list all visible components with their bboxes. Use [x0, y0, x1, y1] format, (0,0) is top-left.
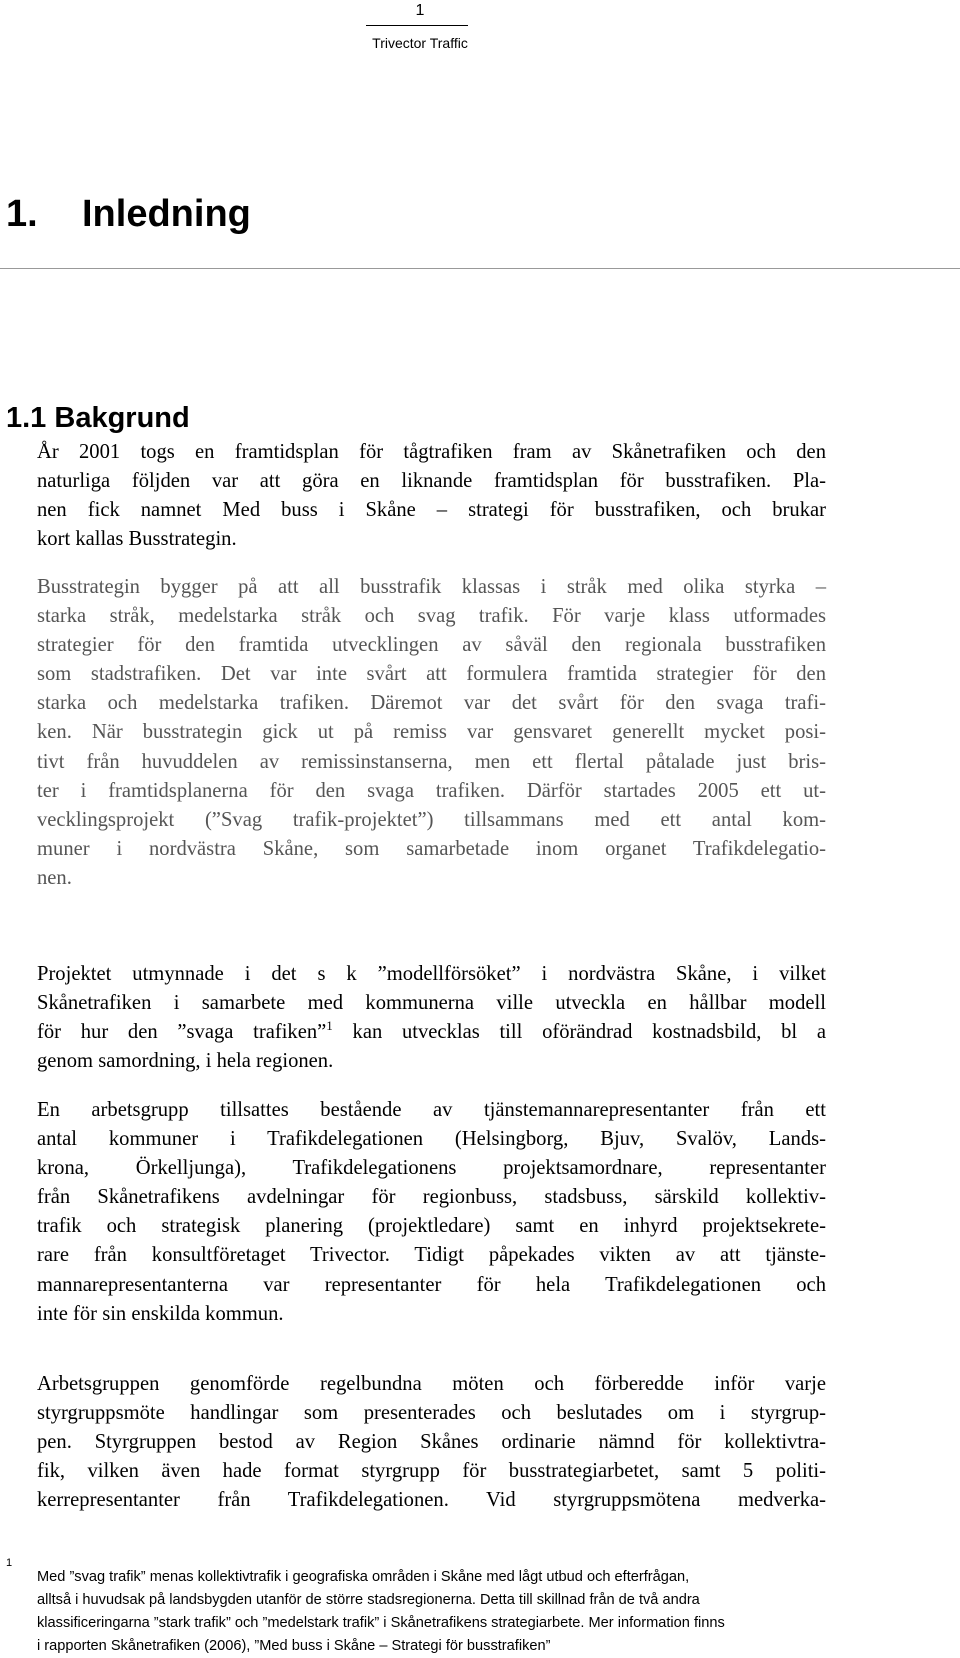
text-line: Skånetrafiken i samarbete med kommunerna ville utveckla en hållbar modell [37, 992, 826, 1015]
text-line: nen. [37, 866, 72, 889]
text-line: styrgruppsmöte handlingar som presenterades och beslutades om i styrgrup- [37, 1402, 826, 1425]
text-line: strategier för den framtida utvecklingen av såväl den regionala busstrafiken [37, 634, 826, 657]
text-line: fik, vilken även hade format styrgrupp för busstrategiarbetet, samt 5 politi- [37, 1460, 826, 1483]
footnote-line: klassificeringarna ”stark trafik” och ”medelstark trafik” i Skånetrafikens strategiarbete. Mer information finns [37, 1615, 725, 1631]
text-line: rare från konsultföretaget Trivector. Tidigt påpekades vikten av att tjänste- [37, 1244, 826, 1267]
footnote-mark: 1 [6, 1557, 13, 1569]
text-fragment: kan utvecklas till oförändrad kostnadsbild, bl a [332, 1021, 826, 1044]
text-line: ter i framtidsplanerna för den svaga trafiken. Därför startades 2005 ett ut- [37, 779, 826, 802]
paragraph-5 [37, 1370, 826, 1515]
chapter-title [6, 191, 251, 237]
text-line: Arbetsgruppen genomförde regelbundna möten och förberedde inför varje [37, 1373, 826, 1395]
text-fragment: för hur den ”svaga trafiken” [37, 1021, 327, 1044]
text-line: pen. Styrgruppen bestod av Region Skånes ordinarie nämnd för kollektivtra- [37, 1431, 826, 1454]
chapter-number: 1. [6, 193, 38, 235]
header-title: Trivector Traffic [372, 35, 468, 51]
footnote [37, 1566, 826, 1658]
paragraph-4 [37, 1096, 826, 1329]
text-line: kort kallas Busstrategin. [37, 528, 237, 551]
text-line: mannarepresentanterna var representanter för hela Trafikdelegationen och [37, 1273, 826, 1296]
paragraph-1 [37, 438, 826, 554]
text-line: som stadstrafiken. Det var inte svårt att formulera framtida strategier för den [37, 663, 826, 686]
chapter-title-text: Inledning [82, 193, 251, 235]
text-line: nen fick namnet Med buss i Skåne – strategi för busstrafiken, och brukar [37, 499, 826, 522]
text-line: tivt från huvuddelen av remissinstanserna, men ett flertal påtalade just bris- [37, 750, 826, 773]
text-line: Projektet utmynnade i det s k ”modellförsöket” i nordvästra Skåne, i vilket [37, 963, 826, 985]
text-line: genom samordning, i hela regionen. [37, 1050, 334, 1073]
text-line: muner i nordvästra Skåne, som samarbetade inom organet Trafikdelegatio- [37, 837, 826, 860]
page-number: 1 [415, 2, 425, 19]
footnote-line: i rapporten Skånetrafiken (2006), ”Med buss i Skåne – Strategi för busstrafiken” [37, 1638, 551, 1654]
footnote-reference[interactable]: 1 [326, 1018, 333, 1034]
text-line: antal kommuner i Trafikdelegationen (Helsingborg, Bjuv, Svalöv, Lands- [37, 1128, 826, 1151]
footnote-line: Med ”svag trafik” menas kollektivtrafik i geografiska områden i Skåne med lågt utbud och efterfrågan, [37, 1569, 690, 1585]
text-line: starka och medelstarka trafiken. Däremot var det svårt för den svaga trafi- [37, 692, 826, 715]
text-line: ken. När busstrategin gick ut på remiss var gensvaret generellt mycket posi- [37, 721, 826, 744]
text-line: naturliga följden var att göra en liknande framtidsplan för busstrafiken. Pla- [37, 470, 826, 493]
header-rule [366, 25, 468, 26]
paragraph-2 [37, 573, 826, 893]
text-line: trafik och strategisk planering (projektledare) samt en inhyrd projektsekrete- [37, 1215, 826, 1238]
text-line: starka stråk, medelstarka stråk och svag trafik. För varje klass utformades [37, 605, 826, 628]
text-line: En arbetsgrupp tillsattes bestående av tjänstemannarepresentanter från ett [37, 1099, 826, 1121]
text-line: inte för sin enskilda kommun. [37, 1302, 284, 1325]
footnote-line: alltså i huvudsak på landsbygden utanför de större stadsregionerna. Detta till skillnad från de två andra [37, 1592, 700, 1608]
text-line: Busstrategin bygger på att all busstrafik klassas i stråk med olika styrka – [37, 576, 826, 598]
text-line: År 2001 togs en framtidsplan för tågtrafiken fram av Skånetrafiken och den [37, 441, 826, 463]
paragraph-3 [37, 960, 826, 1076]
text-line: kerrepresentanter från Trafikdelegationen. Vid styrgruppsmötena medverka- [37, 1489, 826, 1512]
text-line [37, 1018, 826, 1047]
text-line: från Skånetrafikens avdelningar för regionbuss, stadsbuss, särskild kollektiv- [37, 1186, 826, 1209]
text-line: vecklingsprojekt (”Svag trafik-projektet”) tillsammans med ett antal kom- [37, 808, 826, 831]
section-title: 1.1 Bakgrund [6, 402, 190, 434]
text-line: krona, Örkelljunga), Trafikdelegationens projektsamordnare, representanter [37, 1157, 826, 1180]
chapter-divider [0, 268, 960, 269]
